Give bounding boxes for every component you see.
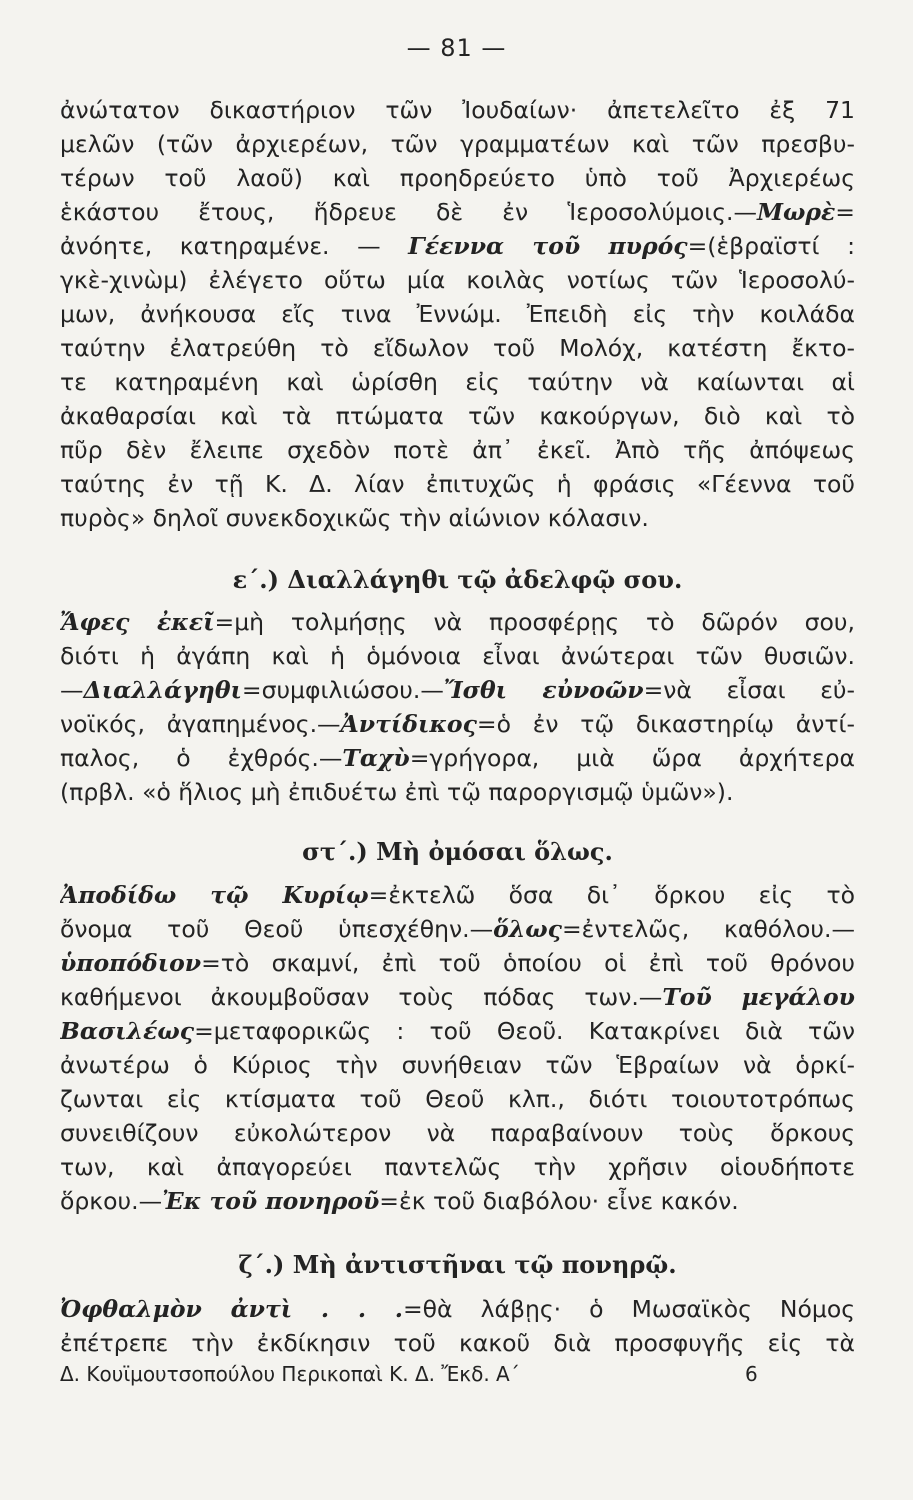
text-line: ἑκάστου ἔτους, ἥδρευε δὲ ἐν Ἱεροσολύμοις.—Μωρὲ= bbox=[60, 198, 855, 226]
term: Βασιλέως bbox=[60, 1017, 195, 1045]
text-line: ἀνώτατον δικαστήριον τῶν Ἰουδαίων· ἀπετελεῖτο ἐξ 71 bbox=[60, 96, 855, 124]
text-line: νοϊκός, ἀγαπημένος.—Ἀντίδικος=ὁ ἐν τῷ δικαστηρίῳ ἀντί- bbox=[60, 710, 855, 738]
section-heading: ε΄.) Διαλλάγηθι τῷ ἀδελφῷ σου. bbox=[232, 565, 683, 594]
page-number: — 81 — bbox=[406, 34, 507, 62]
text-line: ταύτης ἐν τῇ Κ. Δ. λίαν ἐπιτυχῶς ἡ φράσις «Γέεννα τοῦ bbox=[60, 470, 855, 498]
text-line: ταύτην ἐλατρεύθη τὸ εἴδωλον τοῦ Μολόχ, κατέστη ἔκτο- bbox=[60, 334, 855, 362]
text-line: ἀνωτέρω ὁ Κύριος τὴν συνήθειαν τῶν Ἑβραίων νὰ ὁρκί- bbox=[60, 1051, 855, 1079]
text-line: —Διαλλάγηθι=συμφιλιώσου.—Ἴσθι εὐνοῶν=νὰ εἶσαι εὐ- bbox=[60, 676, 855, 704]
term: ὑποπόδιον bbox=[60, 949, 202, 977]
term: Ἄφες ἐκεῖ bbox=[60, 608, 215, 636]
section-oath-commentary bbox=[60, 878, 855, 1218]
text-line: ζωνται εἰς κτίσματα τοῦ Θεοῦ κλπ., διότι τοιουτοτρόπως bbox=[60, 1085, 855, 1113]
text-line: Ὀφθαλμὸν ἀντὶ . . .=θὰ λάβῃς· ὁ Μωσαϊκὸς Νόμος bbox=[60, 1295, 855, 1323]
text-line: Ἄφες ἐκεῖ=μὴ τολμήσῃς νὰ προσφέρῃς τὸ δῶρόν σου, bbox=[60, 608, 855, 636]
text-line: Ἀποδίδω τῷ Κυρίῳ=ἐκτελῶ ὅσα δι᾿ ὅρκου εἰς τὸ bbox=[60, 881, 855, 909]
term: Ἀποδίδω τῷ Κυρίῳ bbox=[60, 881, 369, 909]
text-line: Βασιλέως=μεταφορικῶς : τοῦ Θεοῦ. Κατακρίνει διὰ τῶν bbox=[60, 1017, 855, 1045]
section-resist-commentary bbox=[60, 1292, 855, 1360]
text-line: ὑποπόδιον=τὸ σκαμνί, ἐπὶ τοῦ ὁποίου οἱ ἐπὶ τοῦ θρόνου bbox=[60, 949, 855, 977]
text-line: ὅρκου.—Ἐκ τοῦ πονηροῦ=ἐκ τοῦ διαβόλου· εἶνε κακόν. bbox=[60, 1187, 739, 1215]
term: Ἐκ τοῦ πονηροῦ bbox=[162, 1187, 380, 1215]
text-line: συνειθίζουν εὐκολώτερον νὰ παραβαίνουν τοὺς ὅρκους bbox=[60, 1119, 855, 1147]
text-line: καθήμενοι ἀκουμβοῦσαν τοὺς πόδας των.—Τοῦ μεγάλου bbox=[60, 983, 855, 1011]
term: Διαλλάγηθι bbox=[83, 676, 242, 704]
term: Ταχὺ bbox=[342, 744, 410, 772]
term: Ὀφθαλμὸν ἀντὶ . . . bbox=[60, 1295, 403, 1323]
text-line: ἐπέτρεπε τὴν ἐκδίκησιν τοῦ κακοῦ διὰ προσφυγῆς εἰς τὰ bbox=[60, 1329, 855, 1357]
term: Μωρὲ bbox=[756, 198, 836, 226]
text-line: τε κατηραμένη καὶ ὡρίσθη εἰς ταύτην νὰ καίωνται αἱ bbox=[60, 368, 855, 396]
text-line: πυρὸς» δηλοῖ συνεκδοχικῶς τὴν αἰώνιον κόλασιν. bbox=[60, 504, 649, 532]
term: Γέεννα τοῦ πυρός bbox=[408, 232, 688, 260]
text-line: ὄνομα τοῦ Θεοῦ ὑπεσχέθην.—ὅλως=ἐντελῶς, καθόλου.— bbox=[60, 915, 855, 943]
section-gehenna-commentary bbox=[60, 93, 855, 535]
text-line: πῦρ δὲν ἔλειπε σχεδὸν ποτὲ ἀπ᾿ ἐκεῖ. Ἀπὸ τῆς ἀπόψεως bbox=[60, 436, 855, 464]
footer-signature: Δ. Κουϊμουτσοπούλου Περικοπαὶ Κ. Δ. Ἔκδ. Α΄ bbox=[60, 1362, 520, 1386]
term: Ἴσθι εὐνοῶν bbox=[443, 676, 644, 704]
term: Τοῦ μεγάλου bbox=[662, 983, 855, 1011]
text-line: (πρβλ. «ὁ ἥλιος μὴ ἐπιδυέτω ἐπὶ τῷ παροργισμῷ ὑμῶν»). bbox=[60, 778, 734, 806]
term: Ἀντίδικος bbox=[340, 710, 477, 738]
text-line: ἀκαθαρσίαι καὶ τὰ πτώματα τῶν κακούργων, διὸ καὶ τὸ bbox=[60, 402, 855, 430]
text-line: παλος, ὁ ἐχθρός.—Ταχὺ=γρήγορα, μιὰ ὥρα ἀρχήτερα bbox=[60, 744, 855, 772]
text-line: μελῶν (τῶν ἀρχιερέων, τῶν γραμματέων καὶ τῶν πρεσβυ- bbox=[60, 130, 855, 158]
section-reconciliation-commentary bbox=[60, 605, 855, 809]
section-heading: στ΄.) Μὴ ὀμόσαι ὅλως. bbox=[302, 837, 613, 866]
section-heading: ζ΄.) Μὴ ἀντιστῆναι τῷ πονηρῷ. bbox=[238, 1250, 677, 1279]
text-line: ἀνόητε, κατηραμένε. — Γέεννα τοῦ πυρός=(ἑβραϊστί : bbox=[60, 232, 855, 260]
text-line: γκὲ-χινὼμ) ἐλέγετο οὕτω μία κοιλὰς νοτίως τῶν Ἱεροσολύ- bbox=[60, 266, 855, 294]
text-line: διότι ἡ ἀγάπη καὶ ἡ ὁμόνοια εἶναι ἀνώτεραι τῶν θυσιῶν. bbox=[60, 642, 855, 670]
text-line: μων, ἀνήκουσα εἴς τινα Ἐννώμ. Ἐπειδὴ εἰς τὴν κοιλάδα bbox=[60, 300, 855, 328]
term: ὅλως bbox=[493, 915, 562, 943]
signature-mark: 6 bbox=[745, 1362, 758, 1386]
text-line: τέρων τοῦ λαοῦ) καὶ προηδρεύετο ὑπὸ τοῦ Ἀρχιερέως bbox=[60, 164, 855, 192]
text-line: των, καὶ ἀπαγορεύει παντελῶς τὴν χρῆσιν οἱουδήποτε bbox=[60, 1153, 855, 1181]
